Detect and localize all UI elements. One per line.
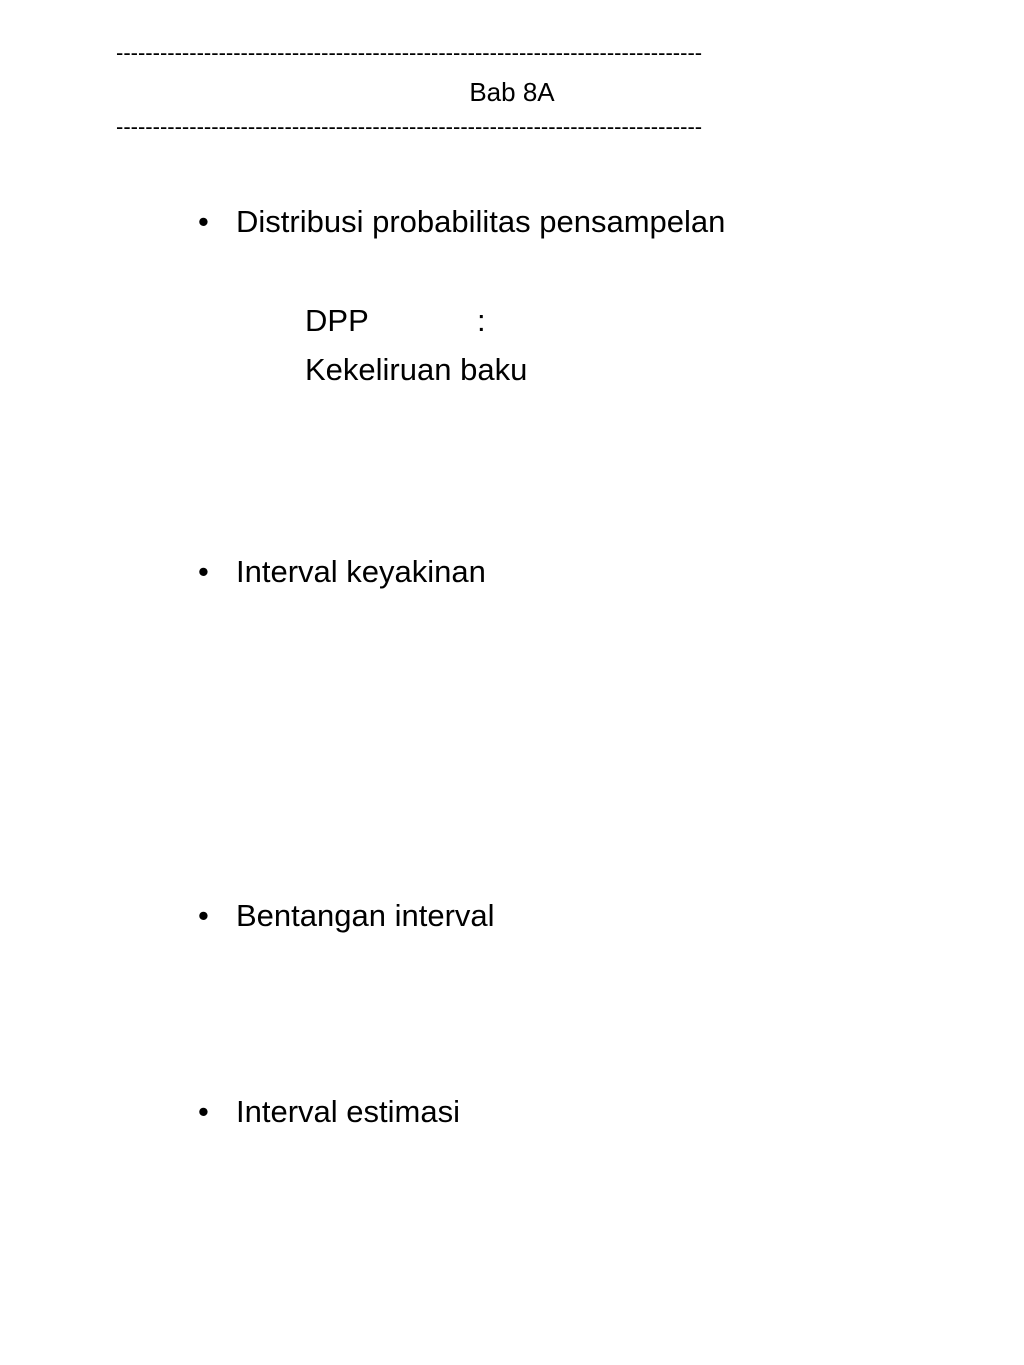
header-rule-bottom: --------------------------------------------------------------------------------: [116, 114, 703, 139]
bullet-icon: •: [198, 554, 209, 589]
bullet-icon: •: [198, 204, 209, 239]
list-item-label: Bentangan interval: [236, 898, 495, 933]
list-item-label: Interval estimasi: [236, 1094, 460, 1129]
list-item-label: Distribusi probabilitas pensampelan: [236, 204, 726, 239]
header-rule-top: --------------------------------------------------------------------------------: [116, 40, 703, 65]
sub-item-definition: Kekeliruan baku: [305, 352, 528, 387]
sub-item-separator: :: [477, 303, 486, 338]
bullet-icon: •: [198, 1094, 209, 1129]
bullet-icon: •: [198, 898, 209, 933]
list-item-interval-estimasi: [198, 1092, 460, 1132]
list-item-interval-keyakinan: [198, 552, 486, 592]
list-item-distribusi: [198, 202, 725, 242]
list-item-bentangan-interval: [198, 896, 495, 936]
sub-item-term: DPP: [305, 303, 369, 338]
list-item-label: Interval keyakinan: [236, 554, 486, 589]
sub-item-dpp: [305, 301, 486, 341]
chapter-title: Bab 8A: [469, 77, 555, 107]
